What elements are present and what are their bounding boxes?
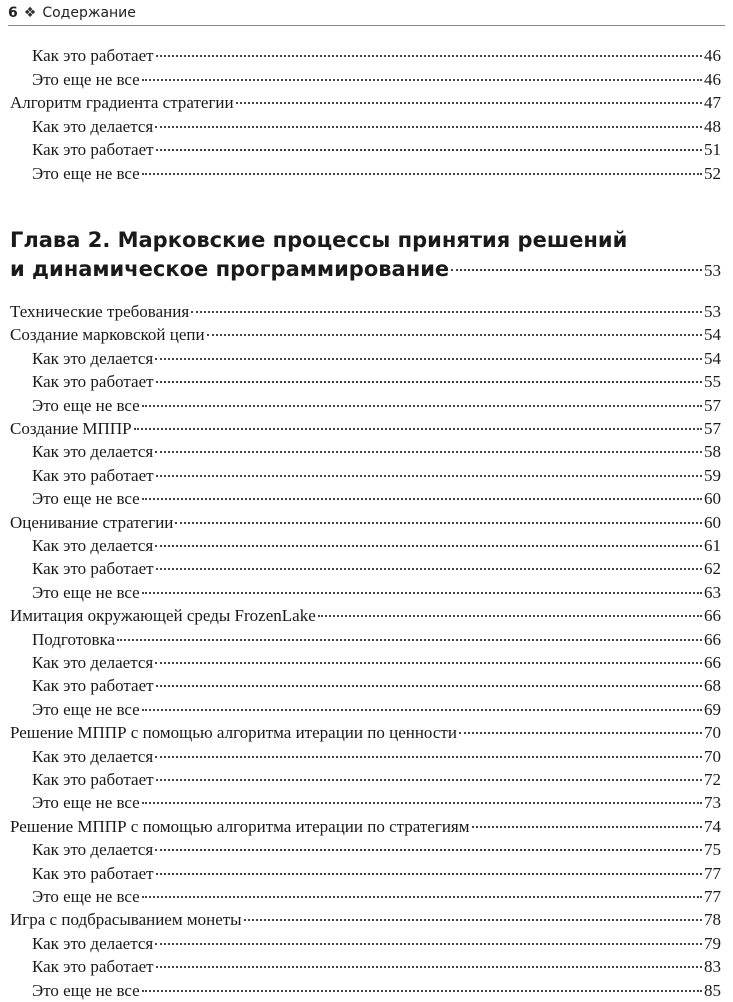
toc-entry-page: 72 xyxy=(704,770,721,789)
dot-leader xyxy=(156,381,702,383)
toc-entry[interactable] xyxy=(0,417,721,440)
toc-entry-title: Подготовка xyxy=(32,629,116,649)
toc-entry-page: 53 xyxy=(704,302,721,321)
toc-entry-title: Как это работает xyxy=(32,46,154,65)
toc-entry[interactable] xyxy=(0,138,721,161)
dot-leader xyxy=(142,498,702,500)
toc-entry-title: Решение МППР с помощью алгоритма итерации по стратегиям xyxy=(10,816,470,836)
toc-entry-title: Как это работает xyxy=(32,372,154,392)
toc-entry[interactable] xyxy=(0,44,721,67)
toc-entry[interactable] xyxy=(0,815,721,838)
toc-entry[interactable] xyxy=(0,979,721,1002)
dot-leader xyxy=(459,732,702,734)
dot-leader xyxy=(451,269,702,271)
toc-entry-page: 70 xyxy=(704,746,721,766)
dot-leader xyxy=(142,405,702,407)
dot-leader xyxy=(142,990,702,992)
toc-entry-page: 66 xyxy=(704,606,721,626)
dot-leader xyxy=(156,568,702,570)
toc-entry-title: Как это работает xyxy=(32,559,154,579)
chapter-title-line-2-row xyxy=(10,255,721,284)
toc-entry[interactable] xyxy=(0,115,721,138)
toc-entry[interactable] xyxy=(0,464,721,487)
dot-leader xyxy=(142,592,702,594)
toc-entry[interactable] xyxy=(0,838,721,861)
toc-entry-page: 70 xyxy=(704,723,721,743)
toc-entry-title: Это еще не все xyxy=(32,395,140,415)
ornament-icon: ❖ xyxy=(23,5,37,21)
toc-entry-title: Это еще не все xyxy=(32,69,140,89)
toc-entry-title: Как это делается xyxy=(32,536,154,555)
toc-entry[interactable] xyxy=(0,908,721,931)
toc-entry[interactable] xyxy=(0,511,721,534)
dot-leader xyxy=(191,311,702,313)
dot-leader xyxy=(142,896,702,898)
toc-entry-page: 47 xyxy=(704,93,721,112)
toc-entry-title: Алгоритм градиента стратегии xyxy=(10,93,234,112)
toc-entry-page: 62 xyxy=(704,559,721,579)
toc-entry-title: Как это работает xyxy=(32,957,154,977)
dot-leader xyxy=(142,173,702,175)
toc-entry-title: Это еще не все xyxy=(32,582,140,602)
dot-leader xyxy=(156,685,702,687)
toc-entry-title: Технические требования xyxy=(10,302,190,321)
toc-entry-page: 46 xyxy=(704,46,721,65)
toc-entry-title: Как это работает xyxy=(32,676,154,696)
toc-entry[interactable] xyxy=(0,347,721,370)
toc-entry[interactable] xyxy=(0,91,721,114)
toc-entry[interactable] xyxy=(0,885,721,908)
toc-entry[interactable] xyxy=(0,791,721,814)
toc-entry[interactable] xyxy=(0,745,721,768)
toc-entry[interactable] xyxy=(0,323,721,346)
chapter-heading[interactable] xyxy=(10,226,721,284)
dot-leader xyxy=(155,849,702,851)
toc-entry[interactable] xyxy=(0,370,721,393)
toc-entry-title: Создание МППР xyxy=(10,419,132,438)
toc-entry-title: Оценивание стратегии xyxy=(10,512,174,532)
toc-entry-title: Как это делается xyxy=(32,933,154,953)
toc-entry-page: 68 xyxy=(704,676,721,696)
toc-entry[interactable] xyxy=(0,698,721,721)
toc-entry[interactable] xyxy=(0,534,721,557)
toc-entry-page: 85 xyxy=(704,980,721,1000)
toc-entry-page: 74 xyxy=(704,816,721,836)
toc-entry[interactable] xyxy=(0,394,721,417)
dot-leader xyxy=(156,779,702,781)
toc-entry[interactable] xyxy=(0,68,721,91)
dot-leader xyxy=(155,545,702,547)
dot-leader xyxy=(155,756,702,758)
toc-entry-page: 52 xyxy=(704,163,721,183)
dot-leader xyxy=(155,451,702,453)
chapter-page-number: 53 xyxy=(704,261,721,280)
toc-entry-page: 73 xyxy=(704,793,721,813)
toc-entry[interactable] xyxy=(0,440,721,463)
toc-entry-title: Это еще не все xyxy=(32,887,140,906)
chapter-title-line-2: и динамическое программирование xyxy=(10,257,450,281)
toc-entry-page: 78 xyxy=(704,910,721,930)
dot-leader xyxy=(155,943,702,945)
toc-entry-page: 66 xyxy=(704,653,721,672)
toc-entry-title: Как это работает xyxy=(32,465,154,485)
toc-entry-page: 61 xyxy=(704,536,721,555)
toc-entry-title: Как это делается xyxy=(32,442,154,462)
toc-entry-page: 57 xyxy=(704,419,721,438)
dot-leader xyxy=(156,873,702,875)
toc-entry-page: 66 xyxy=(704,629,721,649)
dot-leader xyxy=(117,639,702,641)
running-head xyxy=(8,2,725,24)
toc-entry-title: Игра с подбрасыванием монеты xyxy=(10,910,242,930)
toc-entry-page: 55 xyxy=(704,372,721,392)
toc-entry-title: Как это делается xyxy=(32,840,154,860)
dot-leader xyxy=(155,126,702,128)
toc-entry[interactable] xyxy=(0,721,721,744)
toc-entry-title: Как это работает xyxy=(32,140,154,159)
dot-leader xyxy=(318,615,702,617)
dot-leader xyxy=(175,522,702,524)
toc-entry-page: 51 xyxy=(704,140,721,159)
toc-entry-title: Создание марковской цепи xyxy=(10,325,205,345)
toc-entry-page: 58 xyxy=(704,442,721,462)
dot-leader xyxy=(155,662,702,664)
dot-leader xyxy=(155,358,702,360)
toc-entry-title: Как это делается xyxy=(32,116,154,136)
toc-entry-title: Это еще не все xyxy=(32,699,140,719)
dot-leader xyxy=(156,55,702,57)
toc-entry-page: 48 xyxy=(704,116,721,136)
toc-entry[interactable] xyxy=(0,487,721,510)
toc-entry[interactable] xyxy=(0,628,721,651)
dot-leader xyxy=(142,79,702,81)
toc-entry[interactable] xyxy=(0,932,721,955)
toc-entry-page: 54 xyxy=(704,348,721,368)
toc-entry-page: 75 xyxy=(704,840,721,860)
toc-entry[interactable] xyxy=(0,557,721,580)
toc-entry[interactable] xyxy=(0,604,721,627)
toc-entry[interactable] xyxy=(0,651,721,674)
toc-entry-page: 59 xyxy=(704,465,721,485)
chapter-title-line-1: Глава 2. Марковские процессы принятия решений xyxy=(10,228,628,252)
dot-leader xyxy=(156,966,702,968)
toc-entry[interactable] xyxy=(0,300,721,323)
toc-entry[interactable] xyxy=(0,674,721,697)
toc-entry-title: Это еще не все xyxy=(32,489,140,509)
toc-entry-title: Как это делается xyxy=(32,653,154,672)
dot-leader xyxy=(156,149,702,151)
toc-entry[interactable] xyxy=(0,768,721,791)
toc-entry-page: 77 xyxy=(704,863,721,883)
toc-entry-title: Это еще не все xyxy=(32,163,140,183)
dot-leader xyxy=(236,102,702,104)
toc-entry[interactable] xyxy=(0,862,721,885)
toc-entry-page: 63 xyxy=(704,582,721,602)
toc-entry-page: 57 xyxy=(704,395,721,415)
toc-entry-page: 46 xyxy=(704,69,721,89)
toc-entry-title: Это еще не все xyxy=(32,793,140,813)
toc-entry-title: Это еще не все xyxy=(32,980,140,1000)
toc-entry-title: Имитация окружающей среды FrozenLake xyxy=(10,606,316,626)
dot-leader xyxy=(156,475,702,477)
toc-entry-page: 79 xyxy=(704,933,721,953)
toc-entry-page: 83 xyxy=(704,957,721,977)
toc-entry-page: 60 xyxy=(704,489,721,509)
dot-leader xyxy=(134,428,702,430)
dot-leader xyxy=(472,826,702,828)
toc-entry[interactable] xyxy=(0,955,721,978)
toc-entry-page: 54 xyxy=(704,325,721,345)
dot-leader xyxy=(244,919,702,921)
toc-entry[interactable] xyxy=(0,162,721,185)
toc-entry-title: Как это работает xyxy=(32,863,154,883)
toc-entry-title: Решение МППР с помощью алгоритма итерации по ценности xyxy=(10,723,457,743)
toc-entry-page: 77 xyxy=(704,887,721,906)
dot-leader xyxy=(142,709,702,711)
toc-entry-title: Как это работает xyxy=(32,770,154,789)
toc-entry-title: Как это делается xyxy=(32,746,154,766)
toc-entry-page: 60 xyxy=(704,512,721,532)
dot-leader xyxy=(142,802,702,804)
toc-entry[interactable] xyxy=(0,581,721,604)
header-divider xyxy=(8,25,725,26)
toc-entry-title: Как это делается xyxy=(32,348,154,368)
page-number: 6 xyxy=(8,5,18,21)
dot-leader xyxy=(207,334,702,336)
toc-entry-page: 69 xyxy=(704,699,721,719)
section-title: Содержание xyxy=(42,5,136,21)
